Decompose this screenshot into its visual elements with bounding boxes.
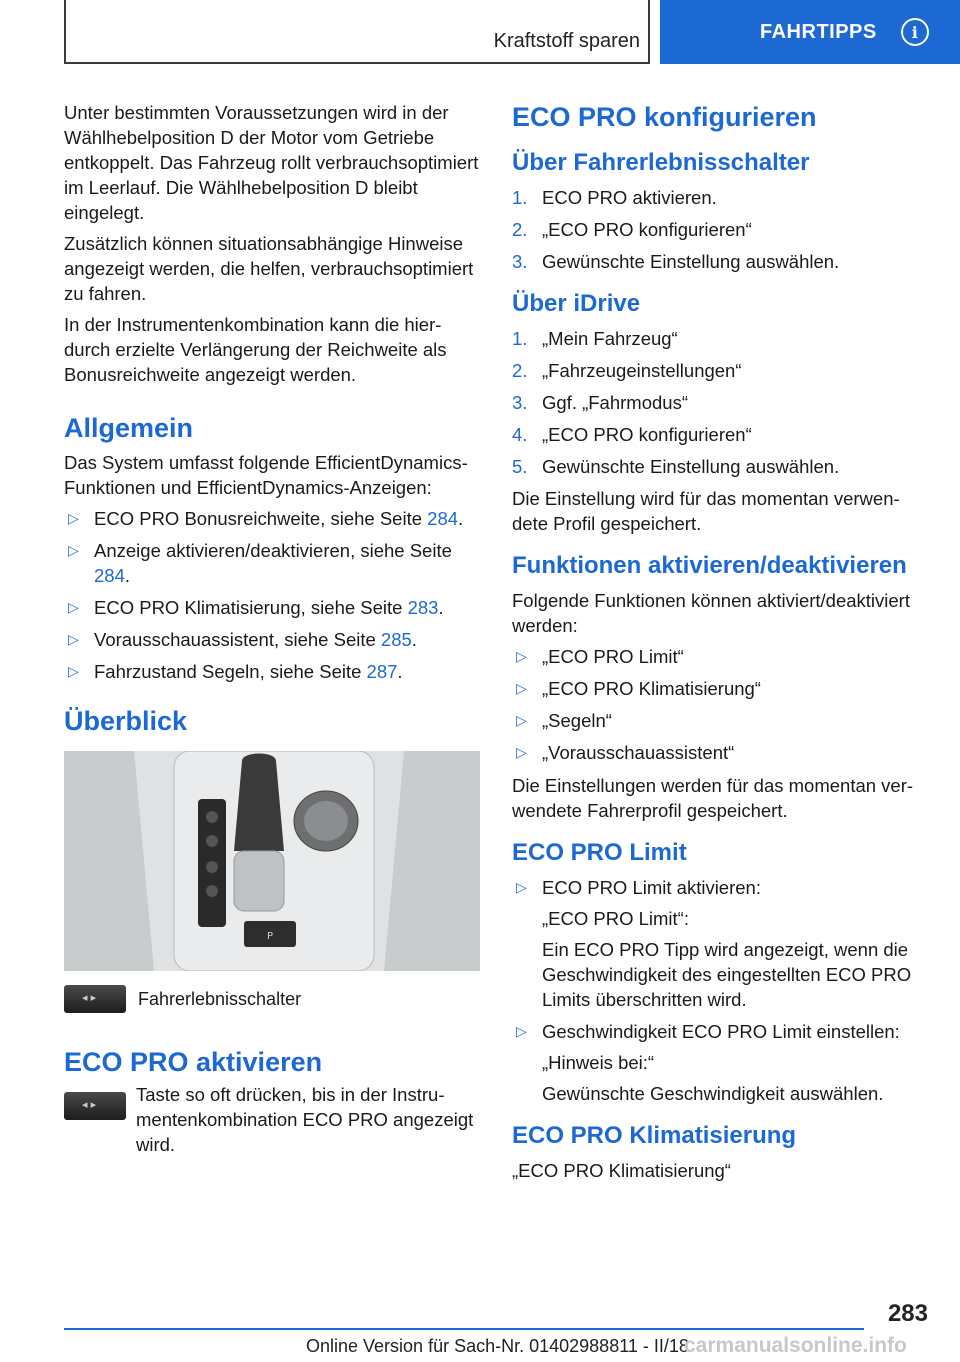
list-item: ▷ „Segeln“: [516, 710, 612, 731]
klima-text: „ECO PRO Klimatisierung“: [512, 1160, 731, 1181]
triangle-bullet-icon: ▷: [516, 879, 527, 895]
header-chapter-tab[interactable]: [660, 0, 960, 64]
heading-eco-pro-aktivieren: ECO PRO aktivieren: [64, 1047, 323, 1077]
list-item: ▷ ECO PRO Limit aktivieren: „ECO PRO Limit“: Ein ECO PRO Tipp wird angezeigt, wenn die Geschwindigkeit des eingestellten ECO PRO Limits überschritten wird.: [512, 875, 928, 1012]
limit-sub: Gewünschte Geschwindigkeit auswählen.: [542, 1083, 884, 1104]
list-item: ▷ Anzeige aktivieren/deaktivieren, siehe Seite 284.: [68, 540, 452, 586]
list-item: 2. „Fahrzeugeinstellungen“: [512, 360, 742, 381]
triangle-bullet-icon: ▷: [68, 631, 79, 647]
page-link[interactable]: 284: [427, 508, 459, 529]
page-link[interactable]: 283: [407, 597, 439, 618]
intro-paragraph: In der Instrumentenkombination kann die hierdurch erzielte Verlängerung der Reichweite als Bonusreichweite angezeigt werden.: [64, 314, 447, 385]
aktivieren-block: [64, 1082, 480, 1163]
triangle-bullet-icon: ▷: [516, 744, 527, 760]
intro-paragraph: Zusätzlich können situationsabhängige Hinweise angezeigt werden, die helfen, verbrauchsoptimiert zu fahren.: [64, 233, 474, 304]
list-item: 5. Gewünschte Einstellung auswählen.: [512, 456, 840, 477]
triangle-bullet-icon: ▷: [516, 648, 527, 664]
heading-eco-pro-limit: ECO PRO Limit: [512, 839, 687, 866]
allgemein-list: [64, 506, 480, 684]
list-item: ▷ „ECO PRO Limit“: [516, 646, 684, 667]
right-column: [512, 100, 928, 1189]
triangle-bullet-icon: ▷: [516, 680, 527, 696]
list-item: ▷ Vorausschauassistent, siehe Seite 285.: [68, 629, 417, 650]
idrive-note: Die Einstellung wird für das momentan verwendete Profil gespeichert.: [512, 488, 900, 534]
triangle-bullet-icon: ▷: [516, 1023, 527, 1039]
photo-caption: [64, 985, 480, 1013]
triangle-bullet-icon: ▷: [516, 712, 527, 728]
heading-funktionen: Funktionen aktivieren/deaktivieren: [512, 552, 907, 579]
fes-steps: [512, 185, 928, 274]
aktivieren-text: Taste so oft drücken, bis in der Instrumentenkombination ECO PRO angezeigt wird.: [136, 1084, 474, 1155]
funk-note: Die Einstellungen werden für das momentan verwendete Fahrerprofil gespeichert.: [512, 775, 914, 821]
triangle-bullet-icon: ▷: [68, 663, 79, 679]
list-item: ▷ „Vorausschauassistent“: [516, 742, 735, 763]
driving-experience-switch-icon: [64, 1092, 126, 1120]
triangle-bullet-icon: ▷: [68, 599, 79, 615]
idrive-steps: [512, 326, 928, 479]
header-section-title: Kraftstoff sparen: [493, 30, 640, 52]
heading-eco-pro-konfigurieren: ECO PRO konfigurieren: [512, 102, 817, 132]
gear-selector-illustration: [64, 751, 480, 971]
list-item: ▷ „ECO PRO Klimatisierung“: [516, 678, 761, 699]
header-chapter-label: FAHRTIPPS: [760, 20, 877, 43]
heading-ueber-fahrerlebnisschalter: Über Fahrerlebnisschalter: [512, 149, 810, 176]
info-icon[interactable]: i: [901, 18, 929, 46]
triangle-bullet-icon: ▷: [68, 542, 79, 558]
allgemein-text: Das System umfasst folgende EfficientDynamics-Funktionen und EfficientDynamics-Anzeigen:: [64, 452, 468, 498]
list-item: 1. „Mein Fahrzeug“: [512, 328, 678, 349]
list-item: 3. Ggf. „Fahrmodus“: [512, 392, 688, 413]
driving-experience-switch-icon: [64, 985, 126, 1013]
list-item: ▷ Geschwindigkeit ECO PRO Limit einstellen: „Hinweis bei:“ Gewünschte Geschwindigkeit auswählen.: [512, 1019, 928, 1106]
funk-text: Folgende Funktionen können aktiviert/deaktiviert werden:: [512, 590, 910, 636]
page-link[interactable]: 284: [94, 565, 125, 586]
watermark: carmanualsonline.info: [684, 1334, 907, 1357]
left-column: [64, 100, 480, 1163]
list-item: 4. „ECO PRO konfigurieren“: [512, 424, 752, 445]
limit-sub: „ECO PRO Limit“:: [542, 908, 689, 929]
heading-ueber-idrive: Über iDrive: [512, 290, 641, 317]
center-console-photo: [64, 751, 480, 971]
page-link[interactable]: 285: [380, 629, 412, 650]
limit-list: [512, 875, 928, 1106]
list-item: ▷ ECO PRO Klimatisierung, siehe Seite 283.: [68, 597, 444, 618]
list-item: ▷ Fahrzustand Segeln, siehe Seite 287.: [68, 661, 403, 682]
triangle-bullet-icon: ▷: [68, 510, 79, 526]
page-link[interactable]: 287: [366, 661, 398, 682]
heading-ueberblick: Überblick: [64, 706, 188, 736]
footer-text: Online Version für Sach-Nr. 01402988811 - II/18: [306, 1336, 689, 1356]
limit-sub: „Hinweis bei:“: [542, 1052, 655, 1073]
footer-rule: [64, 1328, 864, 1330]
heading-allgemein: Allgemein: [64, 413, 194, 443]
list-item: 3. Gewünschte Einstellung auswählen.: [512, 251, 840, 272]
page-number: 283: [887, 1300, 928, 1327]
funk-list: [512, 644, 928, 765]
limit-sub: Ein ECO PRO Tipp wird angezeigt, wenn die Geschwindigkeit des eingestellten ECO PRO Limits überschritten wird.: [542, 939, 912, 1010]
heading-eco-pro-klimatisierung: ECO PRO Klimatisierung: [512, 1122, 797, 1149]
svg-text:P: P: [266, 931, 274, 942]
caption-text: Fahrerlebnisschalter: [138, 988, 302, 1009]
intro-paragraph: Unter bestimmten Voraussetzungen wird in der Wählhebelposition D der Motor vom Getriebe entkoppelt. Das Fahrzeug rollt verbrauchsoptimiert im Leerlauf. Die Wählhebelposition D bleibt eingelegt.: [64, 102, 479, 223]
list-item: 2. „ECO PRO konfigurieren“: [512, 219, 752, 240]
list-item: ▷ ECO PRO Bonusreichweite, siehe Seite 284.: [68, 508, 464, 529]
list-item: 1. ECO PRO aktivieren.: [512, 187, 717, 208]
